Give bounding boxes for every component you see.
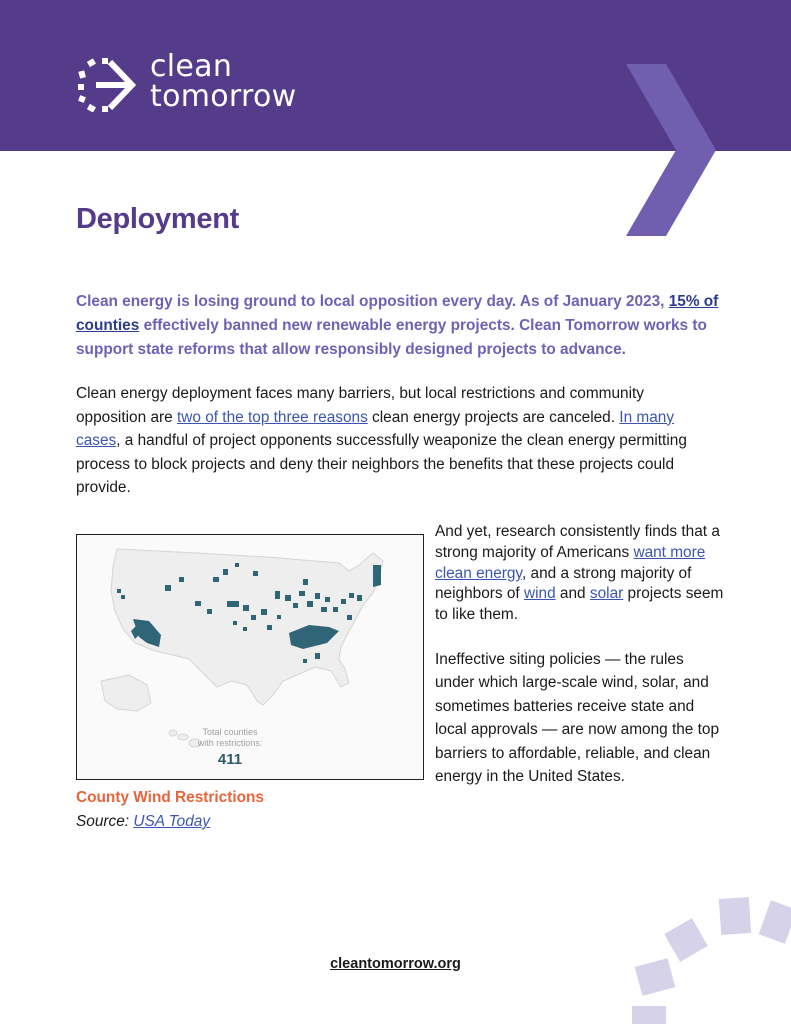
restrictions-map bbox=[76, 534, 424, 780]
solar-link[interactable]: solar bbox=[589, 585, 624, 603]
figure-source bbox=[76, 813, 210, 831]
source-label: Source: bbox=[76, 813, 134, 830]
forward-arrow-dashed-circle-icon bbox=[78, 58, 136, 112]
side-column bbox=[435, 522, 725, 648]
side-paragraph-2: Ineffective siting policies — the rules under which large-scale wind, solar, and sometimes batteries receive state and local approvals — are now among the top barriers to affordable, reliable, and clean energy in the United States. bbox=[435, 651, 720, 786]
body-text-1: Clean energy deployment faces many barriers, but local restrictions and community opposition are bbox=[76, 385, 645, 426]
figure-caption-title: County Wind Restrictions bbox=[76, 789, 264, 806]
maine-cluster bbox=[373, 565, 381, 587]
map-label-line1: Total counties bbox=[202, 727, 258, 737]
dashed-arc-decoration bbox=[620, 890, 791, 1024]
side-text-3: and bbox=[555, 585, 590, 603]
alaska-outline bbox=[101, 675, 151, 711]
wind-link[interactable]: wind bbox=[524, 585, 556, 603]
side-text-2: , and a strong majority of neighbors of bbox=[435, 564, 692, 603]
brand-line1: clean bbox=[150, 49, 233, 84]
top-reasons-link[interactable]: two of the top three reasons bbox=[176, 408, 368, 426]
side-text-1: And yet, research consistently finds that a strong majority of Americans bbox=[435, 523, 720, 561]
lead-paragraph bbox=[76, 290, 721, 362]
usa-today-link[interactable]: USA Today bbox=[133, 813, 211, 830]
brand-wordmark bbox=[150, 49, 297, 114]
lead-text-1: Clean energy is losing ground to local opposition every day. As of January 2023, bbox=[76, 293, 669, 310]
many-cases-link[interactable]: In many cases bbox=[76, 408, 675, 449]
map-total-count: 411 bbox=[217, 751, 243, 768]
map-label-line2: with restrictions: bbox=[197, 738, 263, 748]
body-text-2: clean energy projects are canceled. bbox=[367, 408, 620, 426]
counties-link[interactable]: 15% of counties bbox=[76, 293, 719, 334]
website-link[interactable]: cleantomorrow.org bbox=[330, 956, 461, 972]
side-paragraph-1 bbox=[435, 522, 725, 626]
side-text-4: projects seem to like them. bbox=[435, 585, 724, 624]
brand-logo[interactable] bbox=[78, 49, 338, 116]
lead-text-2: effectively banned new renewable energy projects. Clean Tomorrow works to support state reforms that allow responsibly designed projects to advance. bbox=[76, 317, 707, 358]
body-text-3: , a handful of project opponents successfully weaponize the clean energy permitting process to block projects and deny their neighbors the benefits that these projects could provide. bbox=[76, 432, 687, 496]
chevron-decoration bbox=[620, 60, 720, 240]
page-title: Deployment bbox=[76, 203, 239, 235]
brand-line2: tomorrow bbox=[150, 79, 297, 114]
clean-energy-link[interactable]: want more clean energy bbox=[435, 543, 706, 582]
body-paragraph bbox=[76, 382, 716, 500]
